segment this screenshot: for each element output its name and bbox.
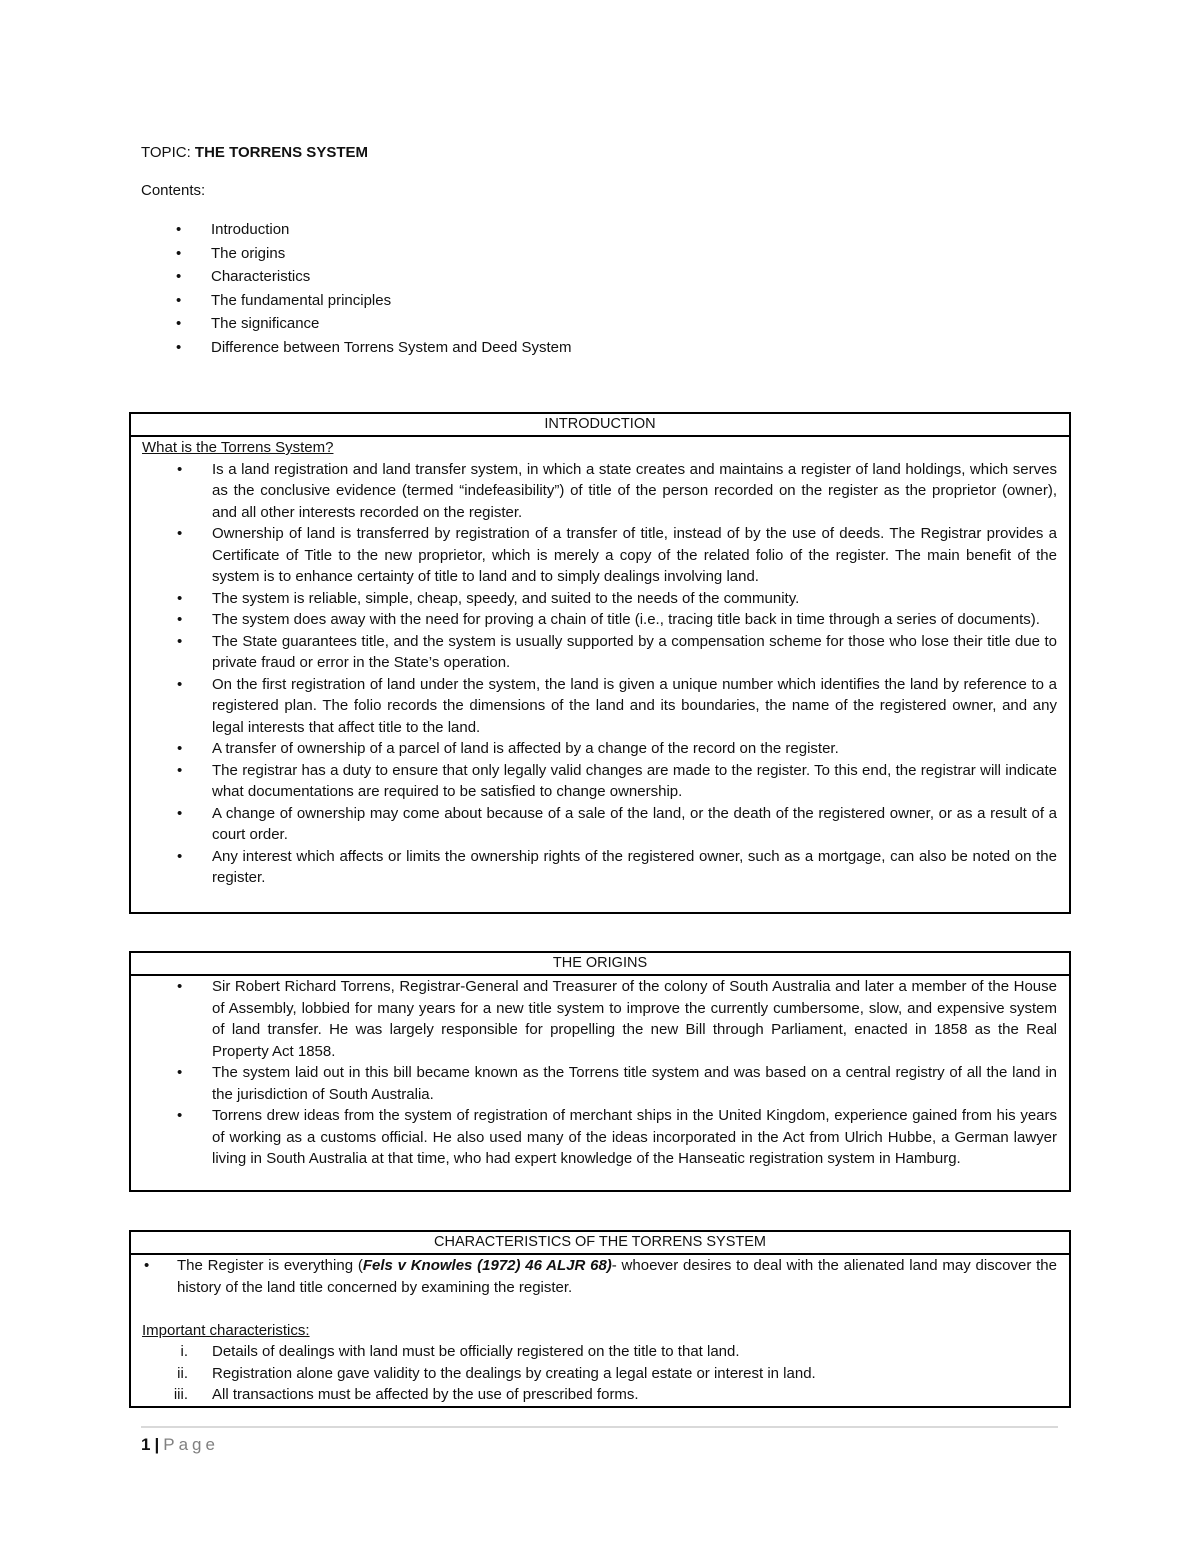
numbered-item [142, 1363, 1057, 1385]
origins-body [131, 976, 1069, 1170]
contents-label: Contents: [141, 182, 206, 199]
item-number: iii. [173, 1386, 188, 1403]
item-number: ii. [177, 1364, 188, 1382]
introduction-bullet: • The State guarantees title, and the system is usually supported by a compensation scheme for those who lose their title due to private fraud or error in the State’s operation. [142, 631, 1057, 674]
spacer [142, 1298, 1057, 1320]
characteristics-bullet [142, 1255, 1057, 1298]
introduction-box [129, 412, 1071, 914]
bullet-text-end: - whoever desires to deal with the alienated land may discover the history of the land title concerned by examining the register. [177, 1257, 1057, 1296]
contents-item: • The significance [141, 313, 571, 337]
introduction-bullet: • The system is reliable, simple, cheap, speedy, and suited to the needs of the community. [142, 588, 1057, 610]
item-text: Registration alone gave validity to the dealings by creating a legal estate or interest in land. [212, 1364, 816, 1382]
contents-item: • Difference between Torrens System and Deed System [141, 337, 571, 361]
origins-bullet: • The system laid out in this bill became known as the Torrens title system and was based on a central registry of all the land in the jurisdiction of South Australia. [142, 1062, 1057, 1105]
introduction-bullet: • A change of ownership may come about because of a sale of the land, or the death of the registered owner, or as a result of a court order. [142, 803, 1057, 846]
contents-item: • Characteristics [141, 266, 571, 290]
characteristics-list [142, 1255, 1057, 1298]
item-text: All transactions must be affected by the use of prescribed forms. [212, 1386, 639, 1403]
numbered-item [142, 1341, 1057, 1363]
introduction-bullet: • Ownership of land is transferred by registration of a transfer of title, instead of by the use of deeds. The Registrar provides a Certificate of Title to the new proprietor, which is merely a copy of the related folio of the register. The main benefit of the system is to enhance certainty of title to land and to simply dealings involving land. [142, 523, 1057, 588]
footer-separator: | [154, 1435, 160, 1454]
item-text: Details of dealings with land must be officially registered on the title to that land. [212, 1343, 740, 1360]
introduction-bullet: • The registrar has a duty to ensure that only legally valid changes are made to the register. To this end, the registrar will indicate what documentations are required to be satisfied to change ownership. [142, 760, 1057, 803]
introduction-subheading: What is the Torrens System? [142, 439, 334, 456]
bullet-text-start: The Register is everything ( [177, 1257, 363, 1274]
characteristics-heading: CHARACTERISTICS OF THE TORRENS SYSTEM [131, 1232, 1069, 1255]
contents-list [141, 219, 571, 360]
origins-list [142, 976, 1057, 1170]
item-number: i. [180, 1343, 188, 1360]
introduction-heading: INTRODUCTION [131, 414, 1069, 437]
numbered-item [142, 1384, 1057, 1406]
characteristics-box [129, 1230, 1071, 1408]
contents-item: • The origins [141, 243, 571, 267]
characteristics-body [131, 1255, 1069, 1406]
case-citation: Fels v Knowles (1972) 46 ALJR 68) [362, 1257, 612, 1274]
page-number: 1 [141, 1435, 151, 1454]
topic-title: THE TORRENS SYSTEM [194, 144, 368, 161]
introduction-list [142, 459, 1057, 889]
topic-label: TOPIC: [141, 144, 195, 161]
introduction-bullet: • On the first registration of land under the system, the land is given a unique number which identifies the land by reference to a registered plan. The folio records the dimensions of the land and its boundaries, the name of the registered owner, and any legal interests that affect title to the land. [142, 674, 1057, 739]
topic-line [141, 142, 368, 164]
contents-item: • Introduction [141, 219, 571, 243]
introduction-bullet: • Is a land registration and land transfer system, in which a state creates and maintains a register of land holdings, which serves as the conclusive evidence (termed “indefeasibility”) of title of the person recorded on the register as the proprietor (owner), and all other interests recorded on the register. [142, 459, 1057, 524]
introduction-body [131, 437, 1069, 889]
contents-item: • The fundamental principles [141, 290, 571, 314]
introduction-bullet: • A transfer of ownership of a parcel of land is affected by a change of the record on the register. [142, 738, 1057, 760]
characteristics-numbered-list [142, 1341, 1057, 1406]
origins-bullet: • Torrens drew ideas from the system of registration of merchant ships in the United Kingdom, experience gained from his years of working as a customs official. He also used many of the ideas incorporated in the Act from Ulrich Hubbe, a German lawyer living in South Australia at that time, who had expert knowledge of the Hanseatic registration system in Hamburg. [142, 1105, 1057, 1170]
origins-heading: THE ORIGINS [131, 953, 1069, 976]
page-word: Page [163, 1435, 219, 1454]
characteristics-subheading: Important characteristics: [142, 1321, 310, 1339]
origins-bullet: • Sir Robert Richard Torrens, Registrar-General and Treasurer of the colony of South Australia and later a member of the House of Assembly, lobbied for many years for a new title system to improve the currently cumbersome, slow, and expensive system of land transfer. He was largely responsible for propelling the new Bill through Parliament, enacted in 1858 as the Real Property Act 1858. [142, 976, 1057, 1062]
origins-box [129, 951, 1071, 1192]
page-footer [141, 1434, 219, 1456]
footer-divider [141, 1426, 1058, 1428]
introduction-bullet: • The system does away with the need for proving a chain of title (i.e., tracing title back in time through a series of documents). [142, 609, 1057, 631]
introduction-bullet: • Any interest which affects or limits the ownership rights of the registered owner, such as a mortgage, can also be noted on the register. [142, 846, 1057, 889]
